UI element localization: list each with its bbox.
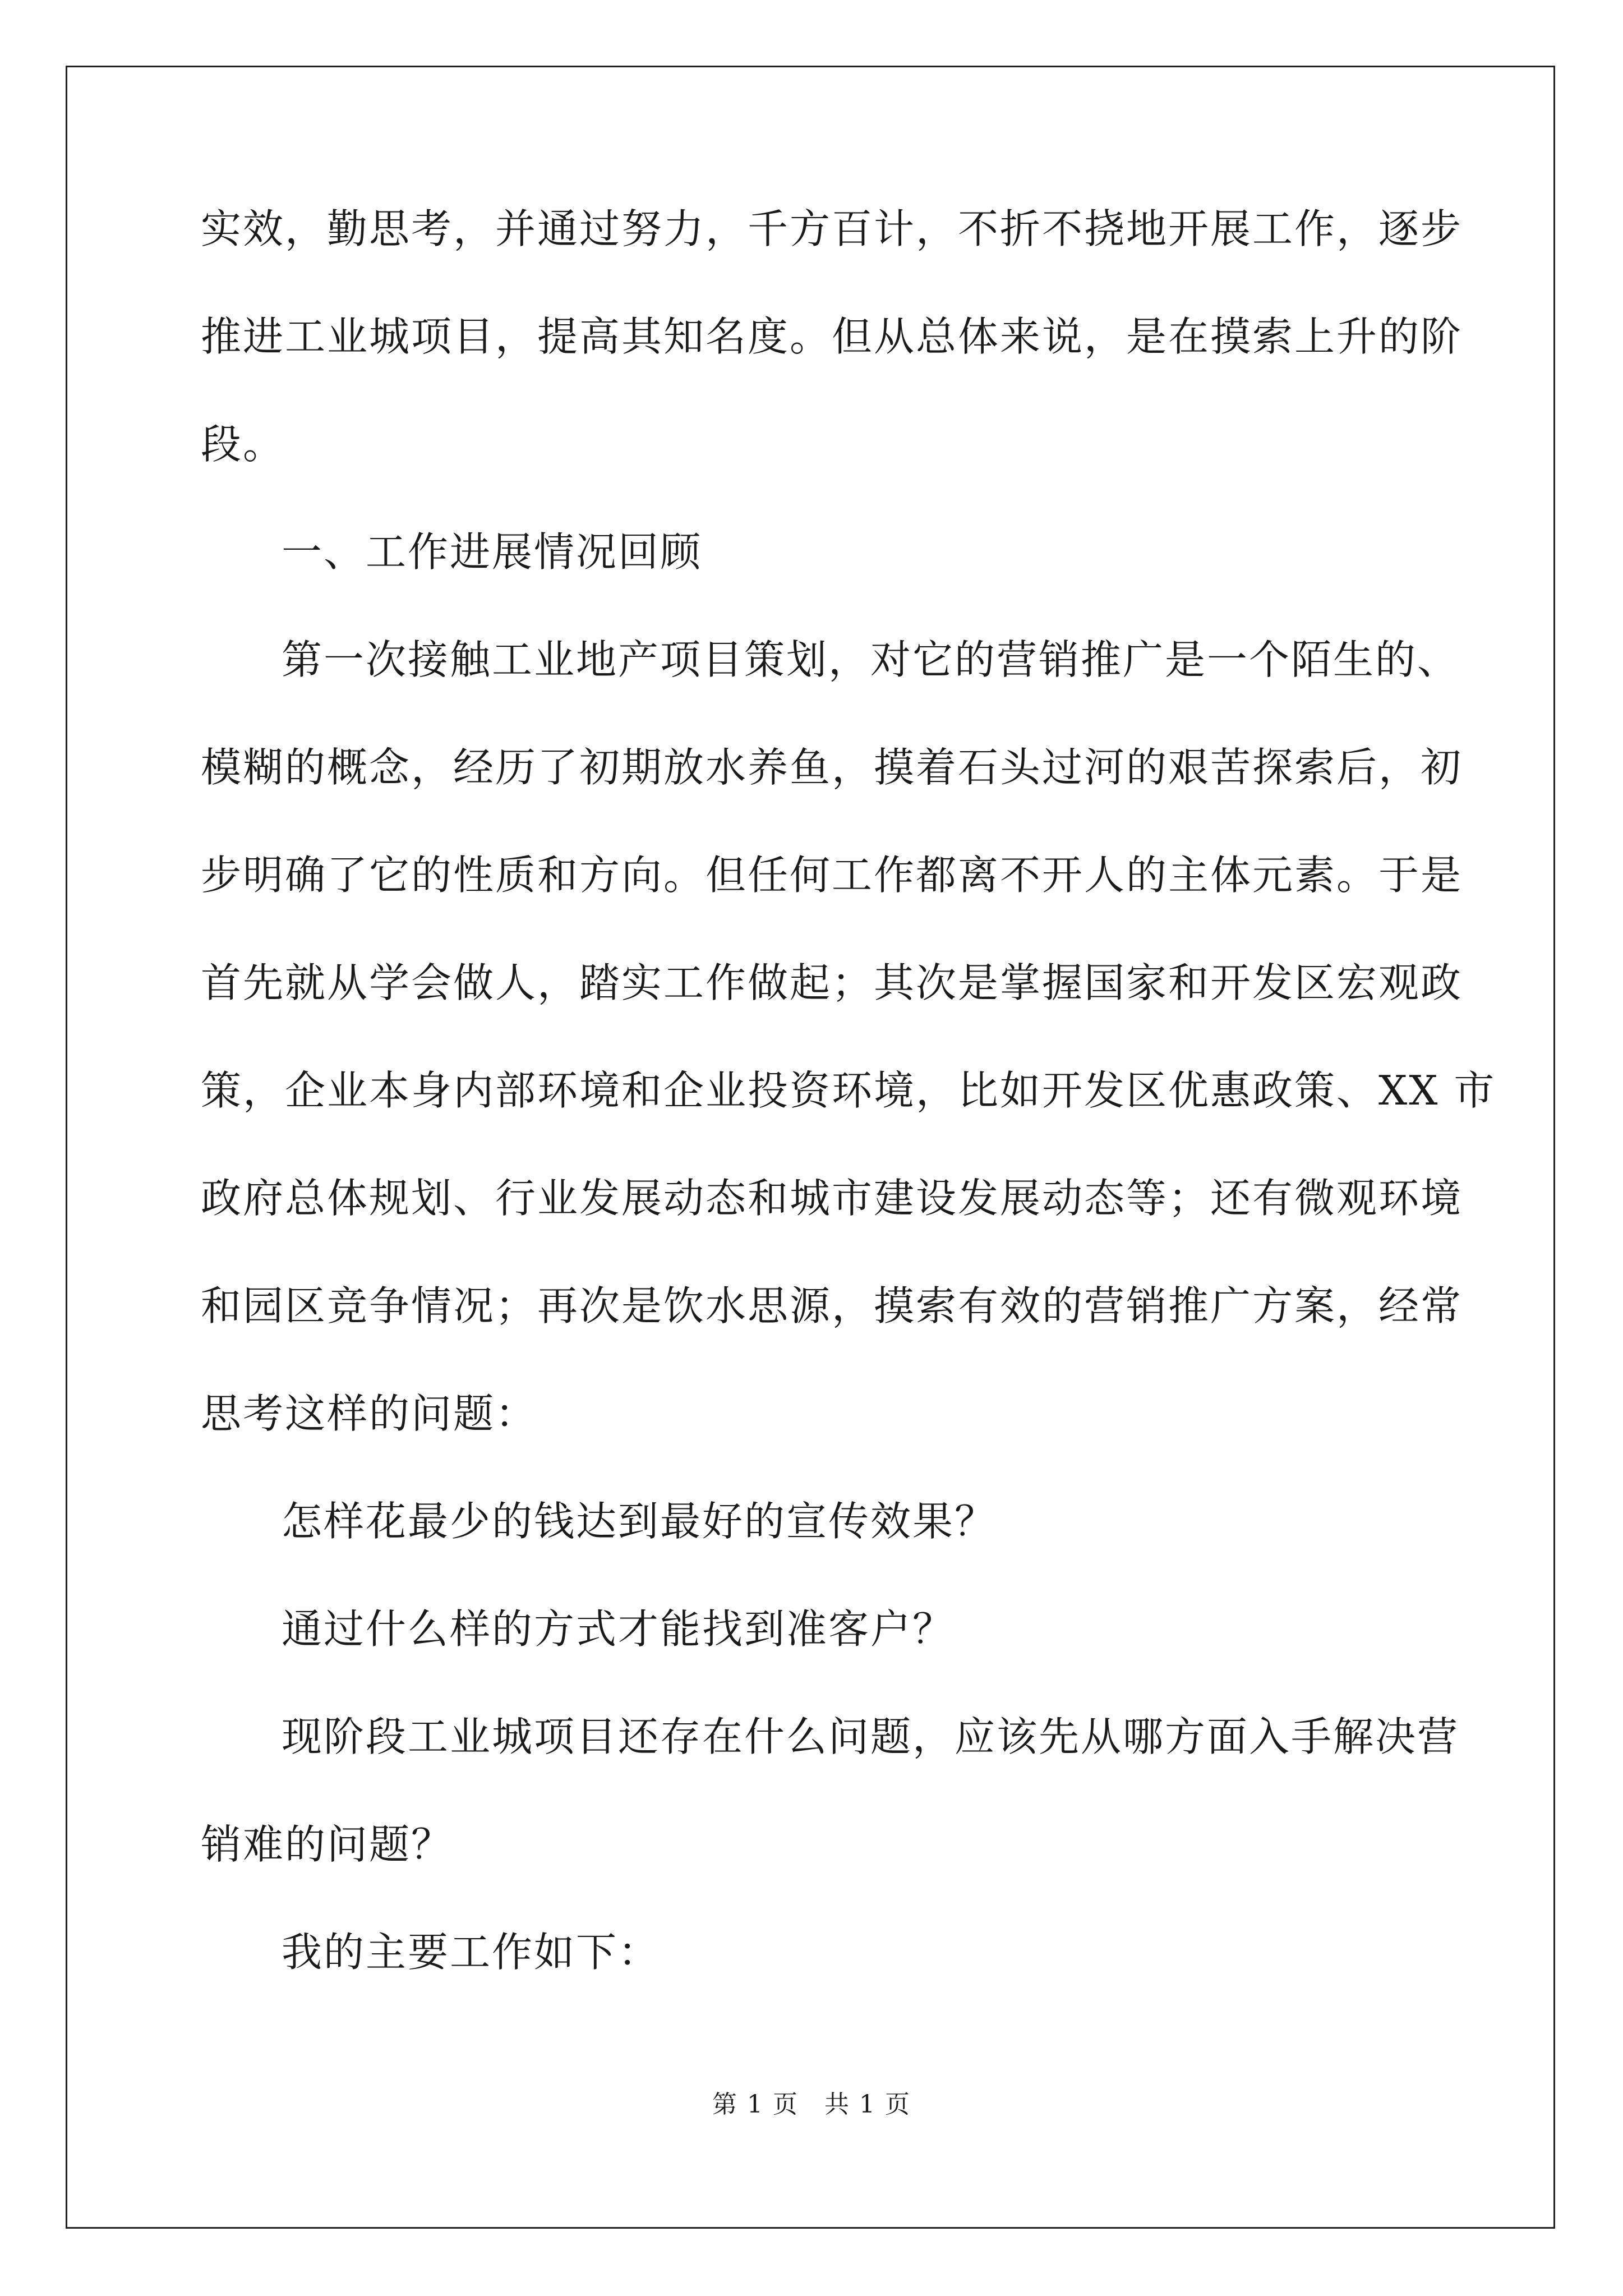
- text-line: 策，企业本身内部环境和企业投资环境，比如开发区优惠政策、XX 市: [201, 1067, 1496, 1114]
- text-line: 步明确了它的性质和方向。但任何工作都离不开人的主体元素。于是: [201, 852, 1463, 899]
- page-number-footer: 第 1 页 共 1 页: [712, 2090, 911, 2119]
- text-line: 首先就从学会做人，踏实工作做起；其次是掌握国家和开发区宏观政: [201, 959, 1463, 1006]
- text-line: 推进工业城项目，提高其知名度。但从总体来说，是在摸索上升的阶: [201, 313, 1463, 360]
- text-line: 销难的问题？: [201, 1821, 454, 1868]
- text-line: 我的主要工作如下：: [282, 1929, 661, 1976]
- text-line: 现阶段工业城项目还存在什么问题，应该先从哪方面入手解决营: [282, 1713, 1460, 1760]
- text-line: 思考这样的问题：: [201, 1390, 538, 1437]
- section-heading: 一、工作进展情况回顾: [282, 528, 703, 576]
- text-line: 模糊的概念，经历了初期放水养鱼，摸着石头过河的艰苦探索后，初: [201, 744, 1463, 791]
- text-line: 通过什么样的方式才能找到准客户？: [282, 1605, 955, 1653]
- text-line: 和园区竞争情况；再次是饮水思源，摸索有效的营销推广方案，经常: [201, 1282, 1463, 1329]
- text-line: 第一次接触工业地产项目策划，对它的营销推广是一个陌生的、: [282, 636, 1460, 683]
- document-body: [201, 202, 1496, 2033]
- text-line: 段。: [201, 421, 285, 468]
- text-line: 实效，勤思考，并通过努力，千方百计，不折不挠地开展工作，逐步: [201, 205, 1463, 252]
- text-line: 怎样花最少的钱达到最好的宣传效果？: [282, 1498, 997, 1545]
- text-line: 政府总体规划、行业发展动态和城市建设发展动态等；还有微观环境: [201, 1175, 1463, 1222]
